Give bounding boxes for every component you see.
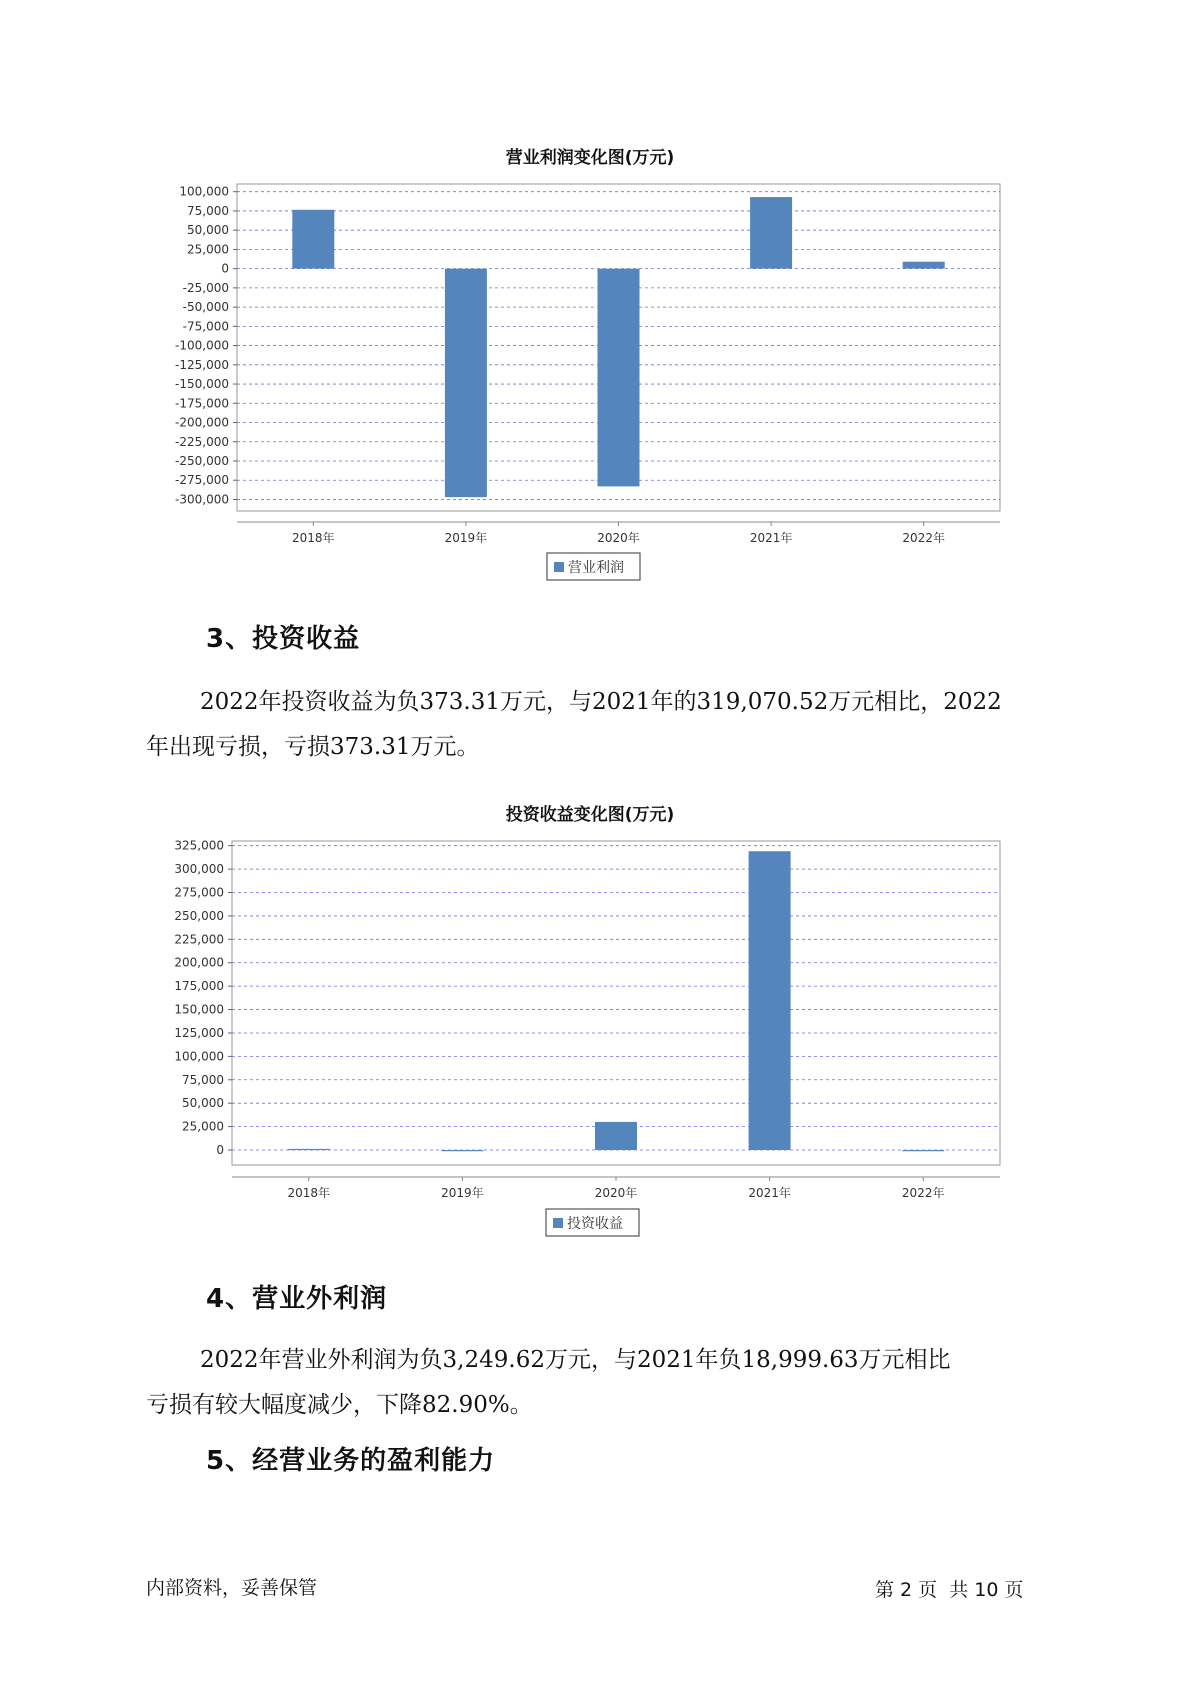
x-tick-label: 2018年 <box>287 1186 331 1200</box>
x-tick-label: 2020年 <box>594 1186 638 1200</box>
y-tick-label: -50,000 <box>182 300 229 315</box>
y-tick-label: -25,000 <box>182 280 229 295</box>
y-tick-label: -125,000 <box>175 357 229 372</box>
y-tick-label: 100,000 <box>174 1049 224 1064</box>
x-tick-label: 2020年 <box>597 531 640 545</box>
y-tick-label: -200,000 <box>175 415 229 430</box>
y-tick-label: -100,000 <box>175 338 229 353</box>
y-tick-label: 125,000 <box>174 1025 224 1040</box>
x-tick-label: 2022年 <box>901 1186 945 1200</box>
bar-2019年 <box>441 1150 483 1151</box>
y-tick-label: -250,000 <box>175 453 229 468</box>
bar-2018年 <box>288 1149 330 1150</box>
legend-label: 营业利润 <box>568 560 624 576</box>
legend-swatch <box>553 1218 563 1228</box>
y-tick-label: 175,000 <box>174 979 224 994</box>
bar-2022年 <box>902 1150 944 1151</box>
x-tick-label: 2021年 <box>748 1186 791 1200</box>
section4-line2: 亏损有较大幅度减少，下降82.90%。 <box>146 1392 533 1418</box>
y-tick-label: 200,000 <box>174 955 224 970</box>
y-tick-label: 0 <box>221 261 229 276</box>
y-tick-label: -275,000 <box>175 473 229 488</box>
y-tick-label: 75,000 <box>187 203 229 218</box>
y-tick-label: 300,000 <box>174 862 224 877</box>
y-tick-label: -150,000 <box>175 377 229 392</box>
y-tick-label: -75,000 <box>182 319 229 334</box>
y-tick-label: 75,000 <box>182 1072 224 1087</box>
y-tick-label: -300,000 <box>175 492 229 507</box>
section3-heading: 3、投资收益 <box>206 624 361 654</box>
footer-confidential-note: 内部资料，妥善保管 <box>146 1577 318 1599</box>
y-tick-label: 0 <box>216 1143 224 1158</box>
chart1-title: 营业利润变化图(万元) <box>505 148 675 168</box>
section4-heading: 4、营业外利润 <box>206 1284 388 1314</box>
section3-line2: 年出现亏损，亏损373.31万元。 <box>146 734 480 760</box>
y-tick-label: 275,000 <box>174 885 224 900</box>
chart2-title: 投资收益变化图(万元) <box>505 805 675 825</box>
section4-paragraph <box>146 1338 1086 1428</box>
x-tick-label: 2022年 <box>902 531 945 545</box>
y-tick-label: 25,000 <box>187 242 229 257</box>
plot-frame <box>232 841 1000 1165</box>
y-tick-label: 325,000 <box>174 838 224 853</box>
y-tick-label: 250,000 <box>174 908 224 923</box>
footer-page-number: 第 2 页 共 10 页 <box>875 1579 1024 1601</box>
x-tick-label: 2018年 <box>292 531 335 545</box>
y-tick-label: 50,000 <box>182 1096 224 1111</box>
y-tick-label: 225,000 <box>174 932 224 947</box>
legend-label: 投资收益 <box>567 1216 623 1232</box>
y-tick-label: 150,000 <box>174 1002 224 1017</box>
section5-heading: 5、经营业务的盈利能力 <box>206 1446 496 1476</box>
x-tick-label: 2019年 <box>444 531 488 545</box>
y-tick-label: 50,000 <box>187 223 229 238</box>
x-tick-label: 2019年 <box>441 1186 484 1200</box>
y-tick-label: 100,000 <box>179 184 229 199</box>
section4-line1: 2022年营业外利润为负3,249.62万元，与2021年负18,999.63万元相比 <box>200 1347 951 1373</box>
y-tick-label: 25,000 <box>182 1119 224 1134</box>
x-tick-label: 2021年 <box>749 531 793 545</box>
y-tick-label: -175,000 <box>175 396 229 411</box>
bar-2020年 <box>595 1122 637 1150</box>
section3-line1: 2022年投资收益为负373.31万元，与2021年的319,070.52万元相比，2022 <box>200 689 1002 715</box>
bar-2021年 <box>749 851 791 1150</box>
y-tick-label: -225,000 <box>175 434 229 449</box>
